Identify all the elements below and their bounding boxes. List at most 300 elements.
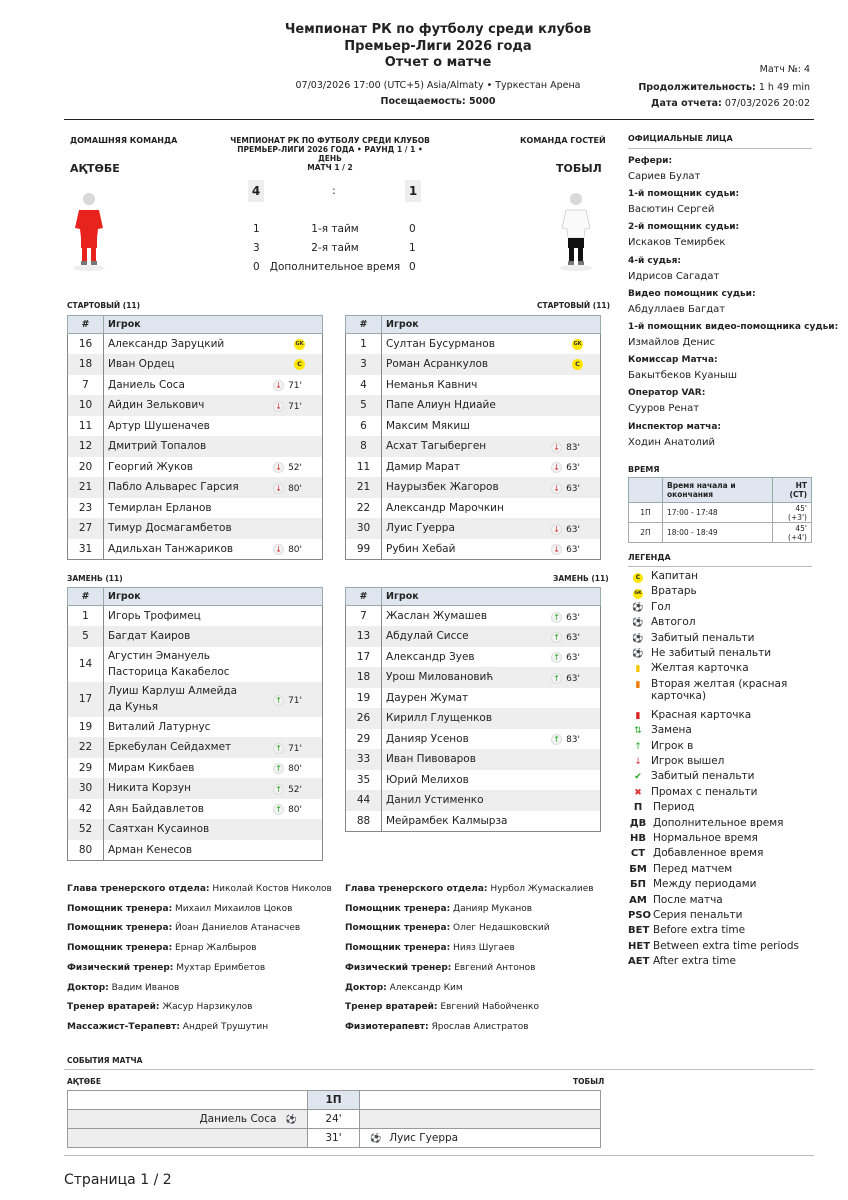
player-number: 3 [346, 354, 382, 375]
missed-penalty-icon: ⚽ [632, 649, 644, 659]
sub-time: ↓ 71' [273, 399, 302, 415]
player-number: 29 [68, 758, 104, 779]
home-subs-label: ЗАМЕНЬ (11) [67, 574, 123, 583]
sub-time: ↓ 80' [273, 481, 302, 497]
table-row [346, 790, 601, 811]
legend-item: ⚽ Не забитый пенальти [630, 647, 771, 659]
substitution-icon: ⇅ [634, 726, 642, 737]
official-role: Оператор VAR: [628, 388, 706, 399]
player-number: 11 [68, 416, 104, 437]
player-name: Игорь Трофимец [104, 606, 323, 627]
sub-time: ↑ 63' [551, 610, 580, 626]
table-row [346, 647, 601, 668]
player-name: Иван Пивоваров [382, 749, 601, 770]
score-separator: : [332, 184, 336, 197]
player-name: Султан Бусурманов GK [382, 334, 601, 355]
table-header: # Игрок [346, 316, 601, 334]
legend-item: ⚽ Автогол [630, 616, 696, 628]
legend-item: ↓ Игрок вышел [630, 755, 724, 767]
red-card-icon: ▮ [635, 710, 641, 721]
footer-divider [64, 1155, 814, 1156]
legend-item: ↑ Игрок в [630, 740, 693, 752]
player-number: 22 [68, 737, 104, 758]
player-number: 80 [68, 840, 104, 861]
home-score: 4 [248, 180, 264, 202]
player-out-icon: ↓ [273, 462, 284, 473]
player-number: 5 [68, 626, 104, 647]
events-table [67, 1090, 601, 1148]
penalty-goal-icon: ⚽ [632, 633, 644, 644]
player-name: Александр Зуев ↑ 63' [382, 647, 601, 668]
period-label: Дополнительное время [269, 261, 401, 273]
player-number: 11 [346, 457, 382, 478]
time-col-header: Время начала и окончания [663, 478, 773, 503]
player-name: Аян Байдавлетов ↑ 80' [104, 799, 323, 820]
captain-icon: C [572, 359, 583, 370]
official-role: Инспектор матча: [628, 421, 721, 432]
table-row [68, 778, 323, 799]
goalkeeper-icon: GK [572, 339, 583, 350]
sub-time: ↑ 63' [551, 650, 580, 666]
sub-time: ↓ 63' [551, 460, 580, 476]
event-row [68, 1110, 601, 1129]
player-name: Луиш Карлуш Алмейда да Кунья ↑ 71' [104, 682, 323, 717]
period-home-score: 3 [253, 242, 260, 254]
legend-item: AET After extra time [628, 955, 736, 968]
table-header: # Игрок [68, 316, 323, 334]
player-name: Иван Ордец C [104, 354, 323, 375]
goalkeeper-icon: GK [630, 587, 646, 599]
legend-item: БП Между периодами [630, 878, 757, 891]
player-name: Кирилл Глущенков [382, 708, 601, 729]
player-in-icon: ↑ [273, 743, 284, 754]
player-out-icon: ↓ [551, 544, 562, 555]
player-in-icon: ↑ [551, 652, 562, 663]
table-row [346, 334, 601, 355]
staff-member: Доктор: Александр Ким [345, 982, 463, 993]
player-number: 19 [68, 717, 104, 738]
player-number: 16 [68, 334, 104, 355]
player-number: 5 [346, 395, 382, 416]
player-name: Данияр Усенов ↑ 83' [382, 729, 601, 750]
legend-abbr: BET [628, 925, 650, 937]
table-row [68, 539, 323, 560]
scored-penalty-icon: ✔ [634, 772, 642, 783]
table-row [346, 606, 601, 627]
staff-member: Доктор: Вадим Иванов [67, 982, 180, 993]
events-home-team: АҚТӨБЕ [67, 1077, 101, 1086]
home-starting-table [67, 315, 323, 560]
player-number: 99 [346, 539, 382, 560]
table-row [346, 708, 601, 729]
legend-item: БМ Перед матчем [629, 862, 733, 875]
sub-time: ↑ 80' [273, 802, 302, 818]
player-number: 20 [68, 457, 104, 478]
sub-time: ↓ 63' [551, 542, 580, 558]
player-name: Адильхан Танжариков ↓ 80' [104, 539, 323, 560]
player-name: Багдат Каиров [104, 626, 323, 647]
legend-item: ✔ Забитый пенальти [630, 770, 755, 782]
legend-abbr: НВ [630, 833, 646, 844]
period-away-score: 0 [409, 261, 416, 273]
official-role: 1-й помощник судьи: [628, 189, 740, 200]
home-kit-icon [70, 188, 110, 274]
legend-abbr: ДВ [629, 817, 647, 829]
player-name: Агустин Эмануель Пасторица Какабелос [104, 647, 323, 682]
report-date: Дата отчета: 07/03/2026 20:02 [651, 98, 810, 109]
table-row [346, 518, 601, 539]
table-row [346, 667, 601, 688]
ht-col-header: НТ (СТ) [773, 478, 812, 503]
events-divider [64, 1069, 814, 1070]
official-role: 4-й судья: [628, 255, 681, 266]
player-out-icon: ↓ [551, 442, 562, 453]
legend-item: АМ После матча [629, 893, 723, 906]
staff-member: Физиотерапевт: Ярослав Алистратов [345, 1021, 529, 1032]
player-number: 52 [68, 819, 104, 840]
table-row [346, 395, 601, 416]
player-name: Луис Гуерра ↓ 63' [382, 518, 601, 539]
legend-item: HET Between extra time periods [628, 939, 799, 952]
table-row [68, 647, 323, 682]
home-starting-label: СТАРТОВЫЙ (11) [67, 301, 141, 310]
legend-item: ⚽ Забитый пенальти [630, 632, 755, 644]
official-name: Бакытбеков Куаныш [628, 370, 738, 382]
player-name: Айдин Зелькович ↓ 71' [104, 395, 323, 416]
player-name: Георгий Жуков ↓ 52' [104, 457, 323, 478]
sub-time: ↑ 71' [273, 693, 302, 709]
official-role: 1-й помощник видео-помощника судьи: [628, 322, 839, 332]
official-name: Искаков Темирбек [628, 237, 726, 249]
table-row [68, 799, 323, 820]
legend-abbr: АМ [629, 894, 647, 906]
missed-penalty-x-icon: ✖ [634, 787, 642, 798]
away-team-label: КОМАНДА ГОСТЕЙ [520, 136, 606, 145]
official-name: Сариев Булат [628, 171, 701, 182]
player-number: 29 [346, 729, 382, 750]
player-name: Еркебулан Сейдахмет ↑ 71' [104, 737, 323, 758]
table-row [68, 682, 323, 717]
time-row: 1П 17:00 - 17:48 45' (+3') [629, 503, 812, 523]
official-name: Идрисов Сагадат [628, 270, 720, 282]
table-row [346, 477, 601, 498]
player-number: 42 [68, 799, 104, 820]
table-row [68, 395, 323, 416]
goal-icon: ⚽ [285, 1115, 297, 1125]
legend-abbr: П [633, 802, 643, 814]
legend-item: ⚽ Гол [630, 601, 671, 613]
player-name: Рубин Хебай ↓ 63' [382, 539, 601, 560]
away-starting-table [345, 315, 601, 560]
player-name: Неманья Кавнич [382, 375, 601, 396]
staff-member: Помощник тренера: Михаил Михаилов Цоков [67, 903, 293, 914]
home-team-label: ДОМАШНЯЯ КОМАНДА [70, 136, 178, 145]
player-in-icon: ↑ [273, 784, 284, 795]
sub-time: ↓ 63' [551, 522, 580, 538]
legend-abbr: БП [630, 879, 646, 891]
player-number: 14 [68, 647, 104, 682]
away-starting-label: СТАРТОВЫЙ (11) [537, 301, 611, 310]
sub-time: ↑ 83' [551, 732, 580, 748]
player-number: 4 [346, 375, 382, 396]
home-subs-table [67, 587, 323, 861]
table-row [346, 354, 601, 375]
staff-member: Помощник тренера: Данияр Муканов [345, 903, 533, 914]
sub-time: ↓ 83' [551, 440, 580, 456]
player-name: Юрий Мелихов [382, 770, 601, 791]
goalkeeper-icon: GK [294, 339, 305, 350]
player-name: Даурен Жумат [382, 688, 601, 709]
officials-title: ОФИЦИАЛЬНЫЕ ЛИЦА [628, 134, 733, 143]
legend-item: ⇅ Замена [630, 724, 692, 736]
table-row [346, 626, 601, 647]
officials-divider [628, 148, 812, 149]
official-role: Рефери: [628, 156, 673, 166]
table-row [346, 375, 601, 396]
player-number: 18 [346, 667, 382, 688]
period-home-score: 1 [253, 223, 260, 235]
player-out-icon: ↓ [634, 757, 642, 767]
player-name: Наурызбек Жагоров ↓ 63' [382, 477, 601, 498]
table-header: # Игрок [346, 588, 601, 606]
legend-abbr: СТ [630, 848, 646, 860]
penalty-goal-icon: ⚽ [370, 1134, 382, 1144]
table-row [346, 436, 601, 457]
table-row [68, 758, 323, 779]
player-name: Саятхан Кусаинов [104, 819, 323, 840]
player-number: 18 [68, 354, 104, 375]
period-home-score: 0 [253, 261, 260, 273]
table-row [68, 477, 323, 498]
staff-member: Глава тренерского отдела: Николай Костов Николов [67, 884, 332, 894]
captain-icon: C [294, 359, 305, 370]
staff-member: Помощник тренера: Нияз Шугаев [345, 943, 515, 954]
attendance: Посещаемость: 5000 [380, 96, 496, 107]
table-row [68, 819, 323, 840]
table-row [68, 626, 323, 647]
table-row [68, 840, 323, 861]
player-number: 44 [346, 790, 382, 811]
table-row [346, 416, 601, 437]
player-number: 1 [68, 606, 104, 627]
player-name: Пабло Альварес Гарсия ↓ 80' [104, 477, 323, 498]
table-row [346, 498, 601, 519]
report-subtitle: Отчет о матче [384, 55, 492, 70]
period-label: 1-я тайм [311, 223, 359, 235]
player-name: Асхат Тагыберген ↓ 83' [382, 436, 601, 457]
events-away-team: ТОБЫЛ [573, 1077, 605, 1086]
table-row [68, 334, 323, 355]
player-name: Абдулай Сиссе ↑ 63' [382, 626, 601, 647]
sub-time: ↓ 63' [551, 481, 580, 497]
legend-item: ✖ Промах с пенальти [630, 786, 757, 798]
player-name: Никита Корзун ↑ 52' [104, 778, 323, 799]
player-name: Жаслан Жумашев ↑ 63' [382, 606, 601, 627]
staff-member: Физический тренер: Евгений Антонов [345, 962, 536, 973]
official-name: Васютин Сергей [628, 204, 715, 216]
player-out-icon: ↓ [273, 401, 284, 412]
competition-info: ЧЕМПИОНАТ РК ПО ФУТБОЛУ СРЕДИ КЛУБОВ ПРЕМЬЕР-ЛИГИ 2026 ГОДА • РАУНД 1 / 1 • ДЕНЬ МАТЧ 1 / 2 [230, 136, 430, 172]
player-number: 7 [346, 606, 382, 627]
table-row [346, 770, 601, 791]
event-row [68, 1129, 601, 1148]
player-number: 6 [346, 416, 382, 437]
table-row [68, 518, 323, 539]
player-name: Арман Кенесов [104, 840, 323, 861]
table-row [68, 498, 323, 519]
player-name: Роман Асранкулов C [382, 354, 601, 375]
table-row [68, 436, 323, 457]
report-title: Чемпионат РК по футболу среди клубов Премьер-Лиги 2026 года [284, 22, 592, 54]
legend-item: PSO Серия пенальти [628, 909, 743, 921]
legend-item: GK Вратарь [630, 585, 697, 599]
player-out-icon: ↓ [273, 544, 284, 555]
table-row [68, 457, 323, 478]
away-kit-icon [557, 188, 597, 274]
own-goal-icon: ⚽ [632, 618, 644, 629]
player-name: Александр Заруцкий GK [104, 334, 323, 355]
period-label: 2-я тайм [311, 242, 359, 254]
player-in-icon: ↑ [551, 673, 562, 684]
player-in-icon: ↑ [634, 741, 642, 752]
table-row [346, 457, 601, 478]
sub-time: ↑ 71' [273, 741, 302, 757]
legend-item: C Капитан [630, 570, 698, 583]
events-period: 1П [308, 1091, 360, 1110]
sub-time: ↓ 52' [273, 460, 302, 476]
player-number: 23 [68, 498, 104, 519]
player-number: 1 [346, 334, 382, 355]
staff-member: Тренер вратарей: Евгений Набойченко [345, 1002, 539, 1013]
yellow-card-icon: ▮ [635, 664, 641, 675]
table-row [346, 811, 601, 832]
player-number: 19 [346, 688, 382, 709]
official-name: Измайлов Денис [628, 337, 716, 348]
player-out-icon: ↓ [273, 483, 284, 494]
official-role: Видео помощник судьи: [628, 288, 756, 299]
official-name: Сууров Ренат [628, 403, 700, 415]
sub-time: ↑ 63' [551, 671, 580, 687]
table-row [346, 749, 601, 770]
player-name: Мейрамбек Калмырза [382, 811, 601, 832]
player-name: Дмитрий Топалов [104, 436, 323, 457]
event-player: Луис Гуерра [389, 1132, 459, 1144]
event-minute: 24' [308, 1110, 360, 1129]
staff-member: Тренер вратарей: Жасур Нарзикулов [67, 1002, 253, 1013]
player-name: Темирлан Ерланов [104, 498, 323, 519]
player-number: 26 [346, 708, 382, 729]
player-number: 21 [346, 477, 382, 498]
player-in-icon: ↑ [273, 695, 284, 706]
legend-abbr: PSO [628, 910, 652, 921]
player-number: 8 [346, 436, 382, 457]
second-yellow-icon: ▮ [635, 679, 641, 690]
header-divider [64, 119, 814, 120]
away-subs-label: ЗАМЕНЬ (11) [553, 574, 609, 583]
legend-abbr: БМ [629, 863, 647, 875]
player-number: 21 [68, 477, 104, 498]
table-header: # Игрок [68, 588, 323, 606]
legend-item: BET Before extra time [628, 924, 746, 937]
player-name: Мирам Кикбаев ↑ 80' [104, 758, 323, 779]
player-in-icon: ↑ [273, 763, 284, 774]
player-number: 22 [346, 498, 382, 519]
legend-abbr: HET [628, 940, 651, 952]
legend-item: ДВ Дополнительное время [629, 816, 784, 829]
sub-time: ↓ 71' [273, 378, 302, 394]
staff-member: Помощник тренера: Йоан Даниелов Атанасчев [67, 923, 301, 934]
legend-item: ▮ Вторая желтая (красная карточка) [630, 678, 787, 702]
player-in-icon: ↑ [551, 632, 562, 643]
event-minute: 31' [308, 1129, 360, 1148]
away-score: 1 [405, 180, 421, 202]
player-name: Виталий Латурнус [104, 717, 323, 738]
official-name: Абдуллаев Багдат [628, 303, 726, 315]
table-row [68, 375, 323, 396]
event-player: Даниель Соса [199, 1113, 277, 1125]
table-row [68, 354, 323, 375]
player-in-icon: ↑ [273, 804, 284, 815]
player-number: 33 [346, 749, 382, 770]
table-row [68, 416, 323, 437]
official-name: Ходин Анатолий [628, 436, 715, 448]
player-out-icon: ↓ [551, 524, 562, 535]
period-away-score: 1 [409, 242, 416, 254]
events-title: СОБЫТИЯ МАТЧА [67, 1056, 143, 1065]
period-away-score: 0 [409, 223, 416, 235]
player-number: 35 [346, 770, 382, 791]
staff-member: Помощник тренера: Олег Недашковский [345, 923, 550, 934]
staff-member: Помощник тренера: Ернар Жалбыров [67, 943, 257, 954]
player-number: 88 [346, 811, 382, 832]
player-number: 31 [68, 539, 104, 560]
staff-member: Глава тренерского отдела: Нурбол Жумаскалиев [345, 884, 594, 894]
player-number: 12 [68, 436, 104, 457]
player-number: 17 [346, 647, 382, 668]
match-number: Матч №: 4 [759, 64, 810, 75]
sub-time: ↑ 63' [551, 630, 580, 646]
player-out-icon: ↓ [273, 380, 284, 391]
player-number: 30 [346, 518, 382, 539]
sub-time: ↑ 80' [273, 761, 302, 777]
home-team-name: АҚТӨБЕ [70, 162, 120, 175]
legend-item: ▮ Желтая карточка [630, 662, 749, 674]
staff-member: Массажист-Терапевт: Андрей Трушутин [67, 1021, 269, 1032]
official-role: Комиссар Матча: [628, 355, 718, 366]
time-row: 2П 18:00 - 18:49 45' (+4') [629, 523, 812, 543]
time-table [628, 477, 812, 543]
match-datetime-venue: 07/03/2026 17:00 (UTC+5) Asia/Almaty • Туркестан Арена [295, 80, 581, 91]
player-name: Александр Марочкин [382, 498, 601, 519]
official-role: 2-й помощник судьи: [628, 222, 740, 233]
player-name: Даниель Соса ↓ 71' [104, 375, 323, 396]
player-name: Дамир Марат ↓ 63' [382, 457, 601, 478]
table-row [68, 717, 323, 738]
away-team-name: ТОБЫЛ [556, 162, 602, 175]
player-in-icon: ↑ [551, 734, 562, 745]
legend-item: НВ Нормальное время [630, 832, 758, 844]
table-row [346, 688, 601, 709]
goal-icon: ⚽ [632, 602, 644, 613]
page-number: Страница 1 / 2 [64, 1172, 172, 1188]
player-name: Урош Миловановић ↑ 63' [382, 667, 601, 688]
player-number: 13 [346, 626, 382, 647]
player-number: 7 [68, 375, 104, 396]
player-name: Артур Шушеначев [104, 416, 323, 437]
legend-item: СТ Добавленное время [628, 847, 763, 859]
player-out-icon: ↓ [551, 462, 562, 473]
player-number: 17 [68, 682, 104, 717]
